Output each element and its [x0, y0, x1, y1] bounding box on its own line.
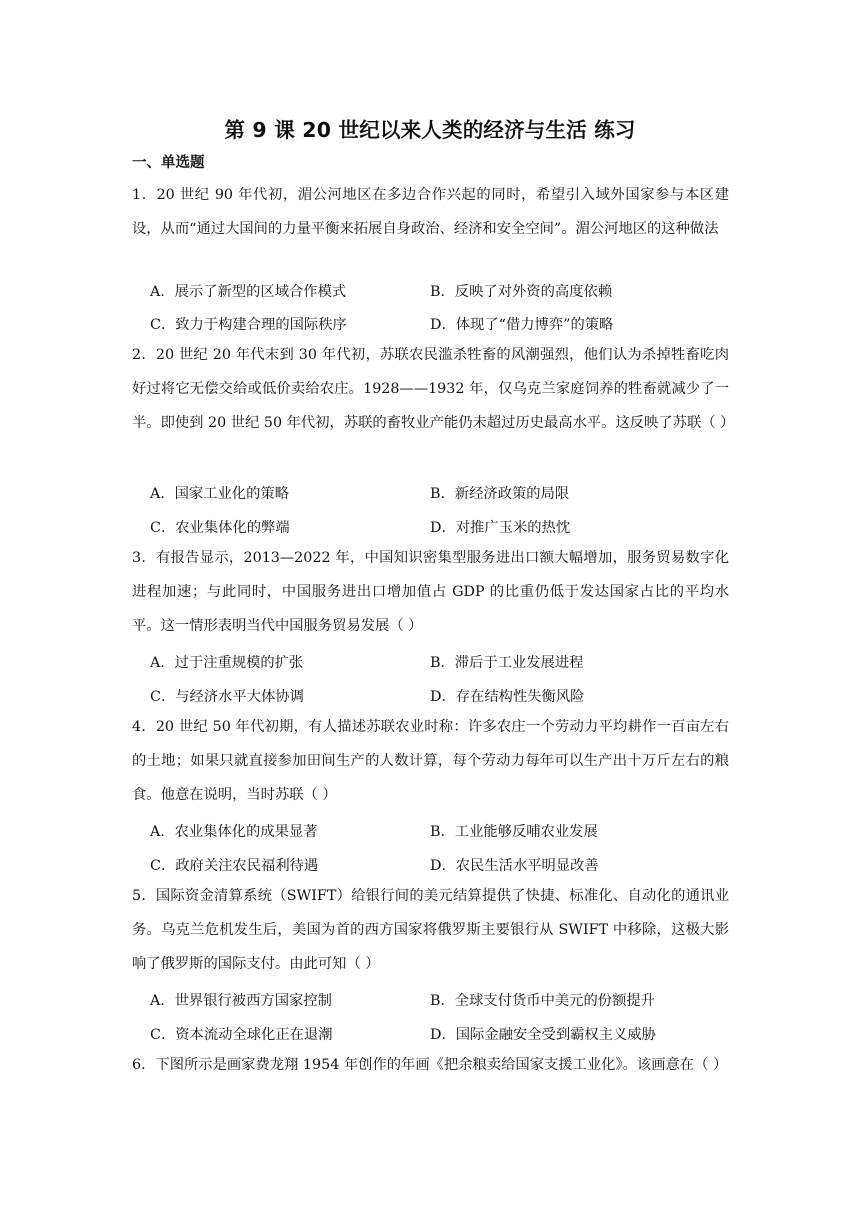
question-2-option-a[interactable]: A．国家工业化的策略 [150, 486, 289, 502]
question-4-option-c[interactable]: C．政府关注农民福利待遇 [150, 858, 319, 874]
question-1-option-c[interactable]: C．致力于构建合理的国际秩序 [150, 317, 347, 333]
question-6-stem: 6．下图所示是画家费龙翔 1954 年创作的年画《把余粮卖给国家支援工业化》。该画意在（ ） [132, 1057, 728, 1073]
question-3-stem: 3．有报告显示，2013—2022 年，中国知识密集型服务进出口额大幅增加，服务贸易数字化进程加速；与此同时，中国服务进出口增加值占 GDP 的比重仍低于发达国家占比的平均水平。这一情形表明当代中国服务贸易发展（ ） [132, 550, 729, 634]
page-title: 第 9 课 20 世纪以来人类的经济与生活 练习 [224, 118, 636, 142]
question-5-option-a[interactable]: A．世界银行被西方国家控制 [150, 993, 332, 1009]
question-1-option-a[interactable]: A．展示了新型的区域合作模式 [150, 284, 347, 300]
question-4-option-a[interactable]: A．农业集体化的成果显著 [150, 824, 318, 840]
question-1-stem: 1．20 世纪 90 年代初，湄公河地区在多边合作兴起的同时，希望引入域外国家参与本区建设，从而“通过大国间的力量平衡来拓展自身政治、经济和安全空间”。湄公河地区的这种做法 [132, 187, 729, 237]
question-5-option-b[interactable]: B．全球支付货币中美元的份额提升 [430, 993, 655, 1009]
question-5-option-d[interactable]: D．国际金融安全受到霸权主义威胁 [430, 1027, 656, 1043]
question-3-option-a[interactable]: A．过于注重规模的扩张 [150, 655, 304, 671]
question-2-stem: 2．20 世纪 20 年代末到 30 年代初，苏联农民滥杀牲畜的风潮强烈，他们认为杀掉牲畜吃肉好过将它无偿交给或低价卖给农庄。1928——1932 年，仅乌克兰家庭饲养的牲畜就减少了一半。即使到 20 世纪 50 年代初，苏联的畜牧业产能仍未超过历史最高水平。这反映了苏联（ ） [132, 347, 735, 431]
question-5-stem: 5．国际资金清算系统（SWIFT）给银行间的美元结算提供了快捷、标准化、自动化的通讯业务。乌克兰危机发生后，美国为首的西方国家将俄罗斯主要银行从 SWIFT 中移除，这极大影响了俄罗斯的国际支付。由此可知（ ） [132, 888, 729, 972]
question-3-option-c[interactable]: C．与经济水平大体协调 [150, 689, 304, 705]
question-4-stem: 4．20 世纪 50 年代初期，有人描述苏联农业时称：许多农庄一个劳动力平均耕作一百亩左右的土地；如果只就直接参加田间生产的人数计算，每个劳动力每年可以生产出十万斤左右的粮食。他意在说明，当时苏联（ ） [132, 719, 729, 803]
question-2-option-d[interactable]: D．对推广玉米的热忱 [430, 520, 571, 536]
question-2-option-c[interactable]: C．农业集体化的弊端 [150, 520, 290, 536]
question-3-option-b[interactable]: B．滞后于工业发展进程 [430, 655, 584, 671]
question-3-option-d[interactable]: D．存在结构性失衡风险 [430, 689, 585, 705]
question-1-option-b[interactable]: B．反映了对外资的高度依赖 [430, 284, 613, 300]
question-4-option-d[interactable]: D．农民生活水平明显改善 [430, 858, 599, 874]
question-1-option-d[interactable]: D．体现了“借力博弈”的策略 [430, 317, 614, 333]
question-5-option-c[interactable]: C．资本流动全球化正在退潮 [150, 1027, 333, 1043]
question-2-option-b[interactable]: B．新经济政策的局限 [430, 486, 570, 502]
question-4-option-b[interactable]: B．工业能够反哺农业发展 [430, 824, 598, 840]
section-heading: 一、单选题 [132, 155, 205, 171]
